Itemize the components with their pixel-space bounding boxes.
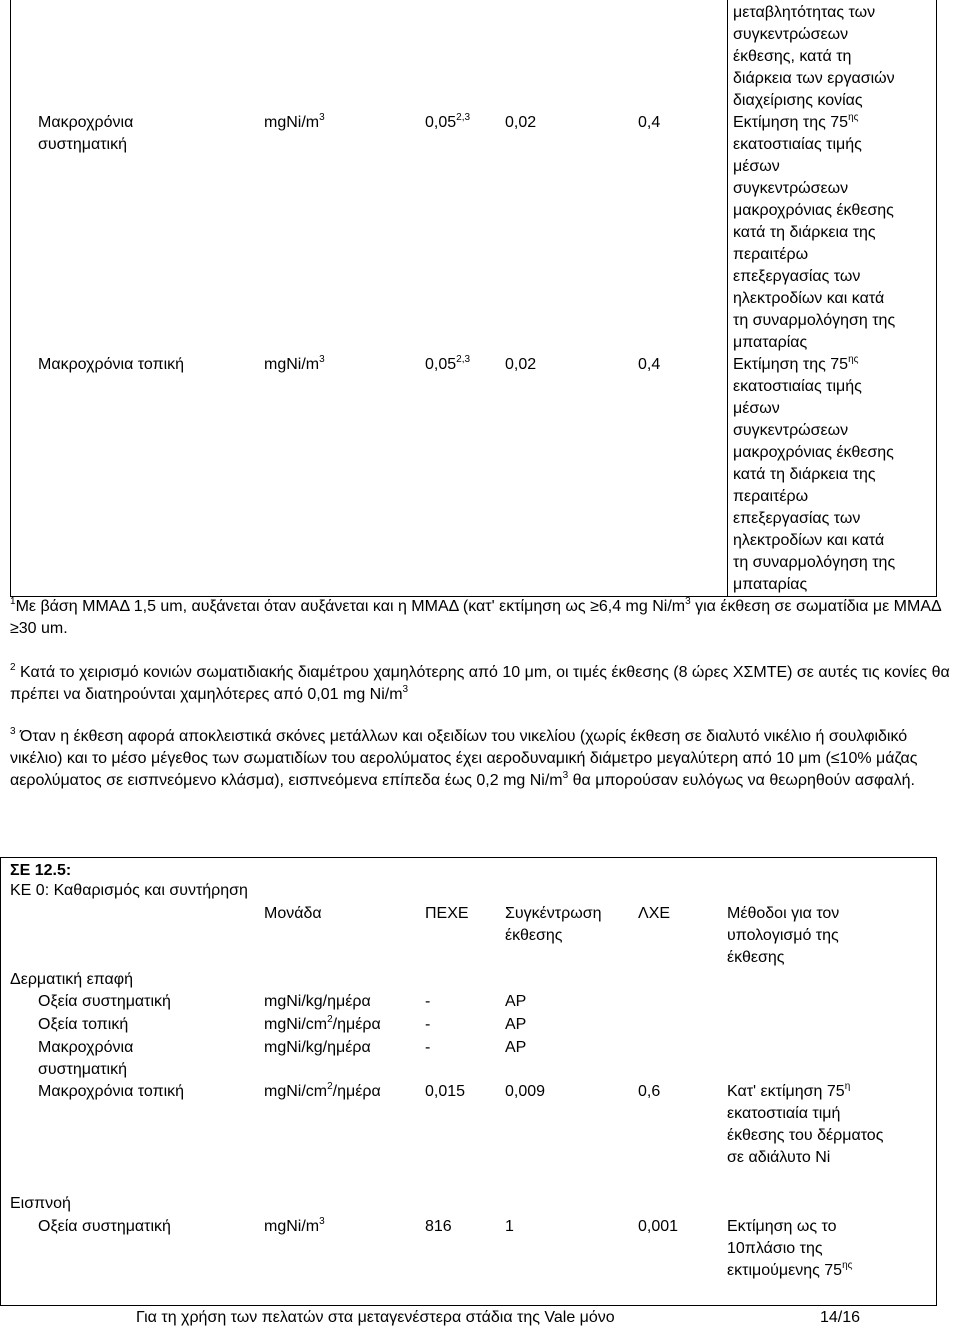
row-name: Μακροχρόνια τοπική xyxy=(38,356,185,373)
row-pexe: 0,05$^{2,3}$ xyxy=(425,353,471,373)
row-lxe: 0,6 xyxy=(638,1083,661,1100)
table-2-bottom-border xyxy=(0,1305,937,1306)
table-2-right-border xyxy=(936,857,937,1306)
header-method: Μέθοδοι για τον υπολογισμό της έκθεσης xyxy=(727,905,840,966)
row-unit: mgNi/$m^3$ xyxy=(264,353,325,373)
row-pexe: - xyxy=(425,1016,431,1033)
table-1-right-border xyxy=(936,0,937,597)
se-label: ΣΕ 12.5: xyxy=(10,862,72,879)
row-name: Μακροχρόνια συστηματική xyxy=(38,114,134,153)
row-unit: mgNi/$m^3$ xyxy=(264,111,325,131)
row-pexe: 0,015 xyxy=(425,1083,466,1100)
row-name: Μακροχρόνια τοπική xyxy=(38,1083,185,1100)
table-1-left-border xyxy=(10,0,11,597)
footnote-1: $^1$Με βάση ΜΜΑΔ 1,5 um, αυξάνεται όταν αυξάνεται και η ΜΜΑΔ (κατ' εκτίμηση ως ≥6,4 mg $Ni/m^3$ για έκθεση σε σωματίδια με ΜΜΑΔ ≥30 um. xyxy=(10,595,941,637)
row-lxe: 0,4 xyxy=(638,356,661,373)
row-concentration: 1 xyxy=(505,1218,514,1235)
footer-text: Για τη χρήση των πελατών στα μεταγενέστερα στάδια της Vale μόνο xyxy=(136,1309,615,1326)
row-concentration: AP xyxy=(505,1016,527,1033)
page-number: 14/16 xyxy=(820,1309,861,1326)
row-lxe: 0,4 xyxy=(638,114,661,131)
row-concentration: 0,02 xyxy=(505,114,537,131)
section-dermal: Δερματική επαφή xyxy=(10,971,134,988)
header-lxe: ΛΧΕ xyxy=(638,905,671,922)
row-concentration: AP xyxy=(505,1039,527,1056)
row-method: Εκτίμηση ως το 10πλάσιο της εκτιμούμενης $75^{\eta\varsigma}$ xyxy=(727,1218,853,1279)
ke-label: ΚΕ 0: Καθαρισμός και συντήρηση xyxy=(10,882,248,899)
row-unit: mgNi/kg/ημέρα xyxy=(264,1039,371,1056)
row-lxe: 0,001 xyxy=(638,1218,679,1235)
row-method: Εκτίμηση της $75^{\eta\varsigma}$ εκατοστιαίας τιμής μέσων συγκεντρώσεων μακροχρόνιας έκθεσης κατά τη διάρκεια της περαιτέρω επεξεργασίας των ηλεκτροδίων και κατά τη συναρμολόγηση της μπαταρίας xyxy=(733,353,896,593)
section-inhalation: Εισπνοή xyxy=(10,1195,71,1212)
row-pexe: 0,05$^{2,3}$ xyxy=(425,111,471,131)
header-concentration: Συγκέντρωση έκθεσης xyxy=(505,905,602,944)
row-concentration: 0,009 xyxy=(505,1083,546,1100)
table-2-top-border xyxy=(0,857,937,858)
footnote-2: $^2$ Κατά το χειρισμό κονιών σωματιδιακής διαμέτρου χαμηλότερης από 10 μm, οι τιμές έκθεσης (8 ώρες ΧΣΜΤΕ) σε αυτές τις κονίες θα πρέπει να διατηρούνται χαμηλότερες από 0,01 mg $Ni/m^3$ xyxy=(10,661,950,703)
row-name: Οξεία τοπική xyxy=(38,1016,129,1033)
row-concentration: AP xyxy=(505,993,527,1010)
row-name: Μακροχρόνια συστηματική xyxy=(38,1039,134,1078)
row-unit: mgNi/$cm^2$/ημέρα xyxy=(264,1080,381,1100)
footnote-3: $^3$ Όταν η έκθεση αφορά αποκλειστικά σκόνες μετάλλων και οξειδίων του νικελίου (χωρίς έκθεση σε διαλυτό νικέλιο ή σουλφιδικό νικέλιο) και το μέσο μέγεθος των σωματιδίων του αερολύματος έχει αεροδυναμική διάμετρο μεγαλύτερη από 10 μm (≤10% μάζας αερολύματος σε εισπνεόμενο κλάσμα), εισπνεόμενα επίπεδα έως 0,2 mg $Ni/m^3$ θα μπορούσαν ευλόγως να θεωρηθούν ασφαλή. xyxy=(10,725,918,789)
table-2-left-border xyxy=(0,857,1,1306)
row-method: Κατ' εκτίμηση $75^\eta$ εκατοστιαία τιμή έκθεσης του δέρματος σε αδιάλυτο Ni xyxy=(727,1080,884,1166)
header-pexe: ΠΕΧΕ xyxy=(425,905,469,922)
row-unit: mgNi/kg/ημέρα xyxy=(264,993,371,1010)
row-concentration: 0,02 xyxy=(505,356,537,373)
row-method: Εκτίμηση της $75^{\eta\varsigma}$ εκατοστιαίας τιμής μέσων συγκεντρώσεων μακροχρόνιας έκθεσης κατά τη διάρκεια της περαιτέρω επεξεργασίας των ηλεκτροδίων και κατά τη συναρμολόγηση της μπαταρίας xyxy=(733,111,896,351)
row-pexe: - xyxy=(425,993,431,1010)
row-unit: mgNi/$m^3$ xyxy=(264,1215,325,1235)
method-fragment: μεταβλητότητας των συγκεντρώσεων έκθεσης, κατά τη διάρκεια των εργασιών διαχείρισης κονίας xyxy=(733,4,895,109)
table-1-method-divider xyxy=(727,0,728,597)
header-unit: Μονάδα xyxy=(264,905,322,922)
row-pexe: 816 xyxy=(425,1218,452,1235)
row-unit: mgNi/$cm^2$/ημέρα xyxy=(264,1013,381,1033)
row-name: Οξεία συστηματική xyxy=(38,993,171,1010)
row-name: Οξεία συστηματική xyxy=(38,1218,171,1235)
row-pexe: - xyxy=(425,1039,431,1056)
